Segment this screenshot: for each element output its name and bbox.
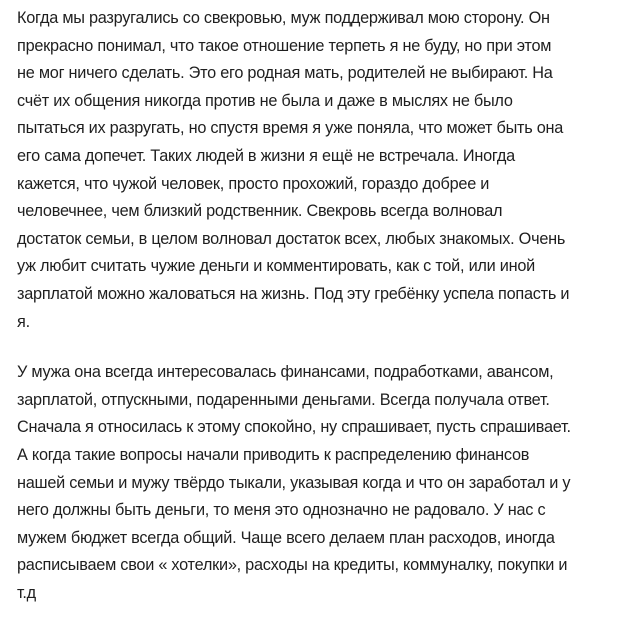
text-line: зарплатой можно жаловаться на жизнь. Под эту гребёнку успела попасть и [17,284,570,303]
text-line: не мог ничего сделать. Это его родная мать, родителей не выбирают. На [17,64,553,83]
text-line: А когда такие вопросы начали приводить к распределению финансов [17,445,530,464]
text-line: пытаться их разругать, но спустя время я уже поняла, что может быть она [17,119,564,138]
text-line: У мужа она всегда интересовалась финансами, подработками, авансом, [17,363,554,382]
text-line: Сначала я относилась к этому спокойно, ну спрашивает, пусть спрашивает. [17,418,571,437]
paragraph-1 [17,5,624,336]
text-line: мужем бюджет всегда общий. Чаще всего делаем план расходов, иногда [17,528,555,547]
text-line: человечнее, чем близкий родственник. Свекровь всегда волновал [17,202,503,221]
text-line: кажется, что чужой человек, просто прохожий, гораздо добрее и [17,174,490,193]
text-line: него должны быть деньги, то меня это однозначно не радовало. У нас с [17,501,546,520]
text-line: расписываем свои « хотелки», расходы на кредиты, коммуналку, покупки и [17,556,568,575]
text-line: зарплатой, отпускными, подаренными деньгами. Всегда получала ответ. [17,390,550,409]
text-line: счёт их общения никогда против не была и даже в мыслях не было [17,91,513,110]
text-line: нашей семьи и мужу твёрдо тыкали, указывая когда и что он заработал и у [17,473,571,492]
text-line: уж любит считать чужие деньги и комментировать, как с той, или иной [17,257,536,276]
text-line: прекрасно понимал, что такое отношение терпеть я не буду, но при этом [17,36,552,55]
paragraph-2 [17,359,624,607]
text-line: его сама допечет. Таких людей в жизни я ещё не встречала. Иногда [17,146,515,165]
text-line: я. [17,312,30,331]
text-line: т.д [17,583,36,602]
text-line: достаток семьи, в целом волновал достаток всех, любых знакомых. Очень [17,229,566,248]
text-line: Когда мы разругались со свекровью, муж поддерживал мою сторону. Он [17,9,550,27]
